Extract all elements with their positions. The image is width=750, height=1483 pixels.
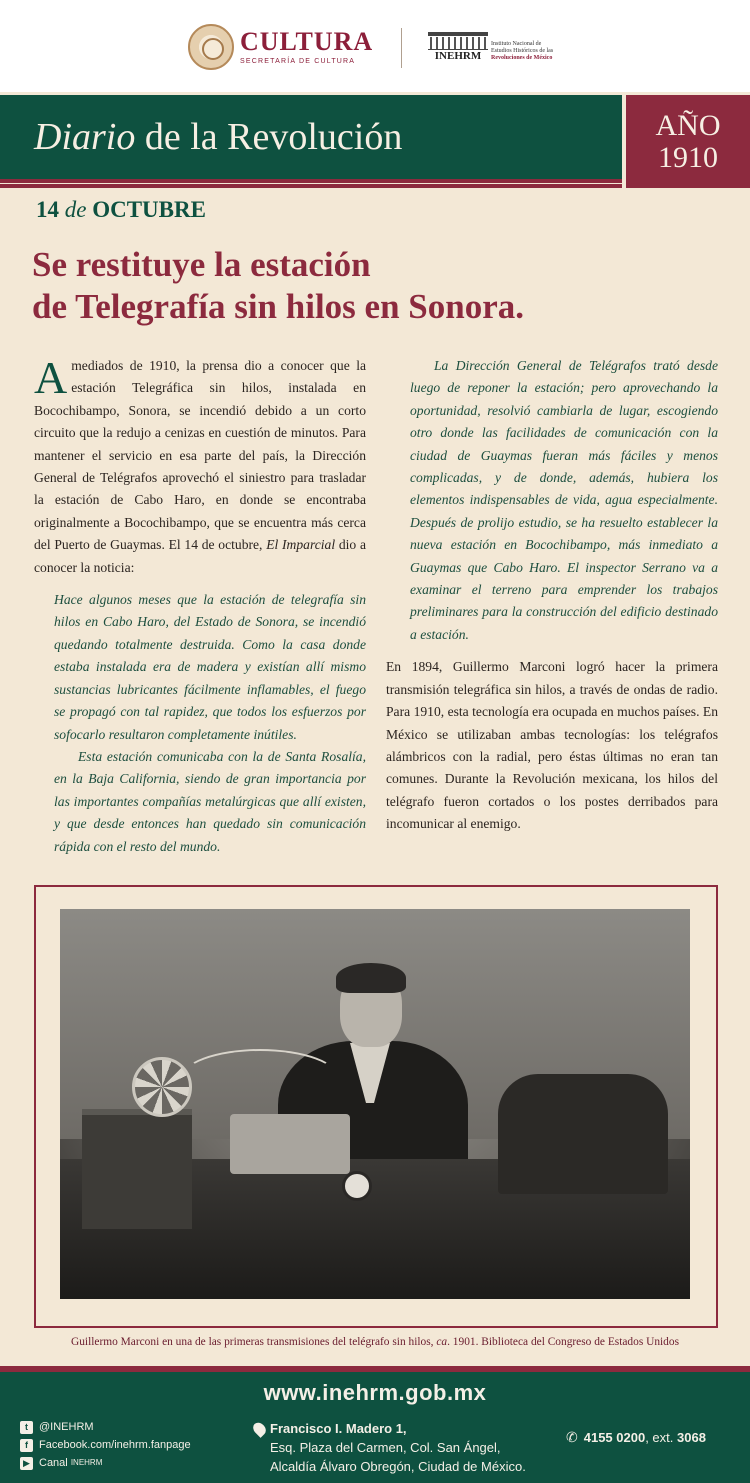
publication-title-rest: de la Revolución xyxy=(135,116,403,158)
drop-cap: A xyxy=(34,352,68,403)
twitter-link[interactable] xyxy=(20,1418,191,1436)
phone-contact[interactable] xyxy=(566,1429,706,1446)
cultura-logo[interactable] xyxy=(188,24,373,70)
facebook-url: Facebook.com/inehrm.fanpage xyxy=(39,1439,191,1451)
caption-source: . 1901. Biblioteca del Congreso de Estados Unidos xyxy=(447,1336,680,1348)
date-day: 14 xyxy=(36,197,59,222)
twitter-icon: t xyxy=(20,1421,33,1434)
inehrm-line-2: Estudios Históricos de las xyxy=(491,48,554,54)
cultura-subtitle: SECRETARÍA DE CULTURA xyxy=(240,58,356,65)
address-line-3: Alcaldía Álvaro Obregón, Ciudad de México. xyxy=(270,1459,526,1474)
publication-title xyxy=(34,115,402,159)
year-value: 1910 xyxy=(658,141,718,174)
logo-divider xyxy=(401,28,402,68)
article-paragraph-2: En 1894, Guillermo Marconi logró hacer la primera transmisión telegráfica sin hilos, a través de ondas de radio. Para 1910, esta tecnología era ocupada en muchos países. En México se utilizaban ambas tecnologías: los telégrafos alámbricos con la radial, pero éstas últimas no eran tan comunes. Durante la Revolución mexicana, los hilos del telégrafo fueron cortados o los postes derribados para incomunicar al enemigo. xyxy=(386,659,718,832)
ext-label: , ext. xyxy=(645,1430,674,1445)
date-de: de xyxy=(64,197,87,222)
youtube-label: Canal xyxy=(39,1457,68,1469)
youtube-channel: INEHRM xyxy=(70,1458,103,1467)
inehrm-line-3: Revoluciones de México xyxy=(491,55,553,61)
facebook-link[interactable] xyxy=(20,1436,191,1454)
youtube-link[interactable] xyxy=(20,1454,191,1472)
paragraph-1-end: dio a conocer la noticia: xyxy=(34,537,366,575)
top-header xyxy=(0,0,750,92)
article-column-left xyxy=(34,352,366,868)
website-link[interactable]: www.inehrm.gob.mx xyxy=(263,1380,487,1405)
photo-caption xyxy=(0,1336,750,1348)
article-column-right xyxy=(386,355,718,846)
headline-line-1: Se restituye la estación xyxy=(32,245,371,284)
inehrm-logo[interactable] xyxy=(428,32,571,62)
date-month: OCTUBRE xyxy=(92,197,206,222)
caption-circa: ca xyxy=(436,1336,448,1348)
quote-paragraph-1: Hace algunos meses que la estación de telegrafía sin hilos en Cabo Haro, del Estado de Sonora, se incendió quedando totalmente destruida. Como la casa donde estaba instalada era de madera y existían allí mismo sustancias lubricantes fácilmente inflamables, el fuego se propagó con tal rapidez, que todos los esfuerzos por sofocarlo resultaron completamente inútiles. xyxy=(54,592,366,742)
quote-paragraph-3: La Dirección General de Telégrafos trató desde luego de reponer la estación; pero aprovechando la oportunidad, resolvió cambiarla de lugar, escogiendo otro donde las facilidades de comunicación con la ciudad de Guaymas fueran más fáciles y menos complicadas, y de donde, además, hubiera los elementos indispensables de vida, agua especialmente. Después de prolijo estudio, se ha resuelto establecer la nueva estación en Bocochibampo, más inmediato a Guaymas que Cabo Haro. El inspector Serrano va a examinar el terreno para emprender los trabajos preliminares para la construcción del edificio destinado a estación. xyxy=(410,358,718,642)
headline-line-2: de Telegrafía sin hilos en Sonora. xyxy=(32,287,525,326)
footer xyxy=(0,1366,750,1483)
article-date xyxy=(36,197,206,223)
title-banner xyxy=(0,95,622,183)
newspaper-name: El Imparcial xyxy=(266,537,336,553)
phone-icon: ✆ xyxy=(566,1429,578,1445)
phone-ext: 3068 xyxy=(677,1430,706,1445)
publication-title-italic: Diario xyxy=(34,116,136,158)
phone-number: 4155 0200 xyxy=(583,1430,646,1445)
year-label: AÑO xyxy=(655,109,721,142)
inehrm-logo-text: INEHRM xyxy=(428,49,488,62)
facebook-icon: f xyxy=(20,1439,33,1452)
mexico-seal-icon xyxy=(188,24,234,70)
quote-paragraph-2: Esta estación comunicaba con la de Santa Rosalía, en la Baja California, siendo de gran importancia por las importantes compañías metalúrgicas que allí existen, y que desde entonces han quedado sin comunicación rápida con el resto del mundo. xyxy=(54,748,366,854)
cultura-title: CULTURA xyxy=(240,27,374,56)
article-paragraph-1 xyxy=(34,352,366,579)
article-headline xyxy=(32,244,722,328)
caption-text: Guillermo Marconi en una de las primeras transmisiones del telégrafo sin hilos, xyxy=(70,1336,437,1348)
paragraph-1-text: mediados de 1910, la prensa dio a conocer que la estación Telegráfica sin hilos, instalada en Bocochibampo, Sonora, se incendió debido a un corto circuito que la redujo a cenizas en cuestión de minutos. Para mantener el servicio en esa parte del país, la Dirección General de Telégrafos aprovechó el siniestro para trasladar la estación de Cabo Haro, en donde se encontraba originalmente a Bocochibampo, que se encuentra más cerca del Puerto de Guaymas. El 14 de octubre, xyxy=(34,358,366,553)
inehrm-line-1: Instituto Nacional de xyxy=(491,41,542,47)
year-badge xyxy=(626,95,750,188)
address-line-2: Esq. Plaza del Carmen, Col. San Ángel, xyxy=(270,1440,501,1455)
social-links xyxy=(20,1418,191,1472)
youtube-icon: ▶ xyxy=(20,1457,33,1470)
building-icon xyxy=(428,32,488,62)
marconi-photo xyxy=(60,909,690,1299)
address xyxy=(254,1419,526,1476)
banner-underline xyxy=(0,184,622,188)
twitter-handle: @INEHRM xyxy=(39,1421,94,1433)
address-line-1: Francisco I. Madero 1, xyxy=(270,1421,407,1436)
